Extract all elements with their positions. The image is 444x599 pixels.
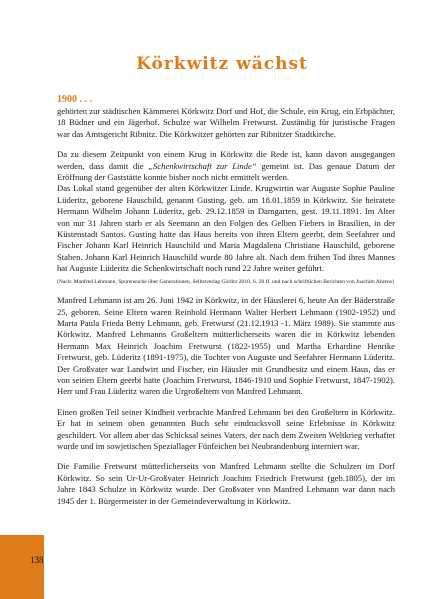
paragraph-fretwurst: Die Familie Fretwurst mütterlicherseits von Manfred Lehmann stellte die Schulzen im Dorf Körkwitz. So sein Ur-Ur-Großvater Heinrich Joachim Friedrich Fretwurst (geb.1805), der im Jahre 1843 Schulze in Körkwitz wurde. Der Großvater von Manfred Lehmann war dann nach 1945 der 1. Bürgermeister in der Gemeindeverwaltung in Körkwitz.	[57, 461, 395, 506]
paragraph-kindheit: Einen großen Teil seiner Kindheit verbrachte Manfred Lehmann bei den Großeltern in Körkwitz. Er hat in seinem oben genannten Buch sehr eindrucksvoll seine Erlebnisse in Körkwitz geschildert. Vor allem aber das Schicksal seines Vaters, der nach dem Zweiten Weltkrieg verhaftet wurde und im sowjetischen Speziallager Fünfeichen bei Neubrandenburg interniert war.	[57, 406, 395, 452]
paragraph-lehmann: Manfred Lehmann ist am 26. Juni 1942 in Körkwitz, in der Häuslerei 6, heute An der Bäderstraße 25, geboren. Seine Eltern waren Reinhold Hermann Walter Herbert Lehmann (1902-1952) und Marta Paula Frieda Betty Lehmann, geb. Fretwurst (21.12.1913 -1. März 1989). Sie stammte aus Körkwitz. Manfred Lehmanns Großeltern mütterlicherseits waren die in Körkwitz lebenden Hermann Max Heinrich Joachim Fretwurst (1822-1955) und Martha Erhardine Henrike Fretwurst, geb. Lüderitz (1891-1975), die Tochter von Auguste und Seefahrer Hermann Lüderitz. Der Großvater war Landwirt und Fischer, ein Häusler mit Grundbesitz und einem Haus, das er von seinen Eltern geerbt hatte (Joachim Fretwurst, 1846-1910 und Sophie Fretwurst, 1847-1902). Herr und Frau Lüderitz waren die Urgroßeltern von Manfred Lehmann.	[57, 295, 395, 397]
paragraph-text: Das Lokal stand gegenüber der alten Körkwitzer Linde. Krugwirtin war Auguste Sophie Pauline Lüderitz, geborene Hauschild, genannt Gusting, geb. am 18.01.1859 in Körkwitz. Sie heiratete Hermann Wilhelm Johann Lüderitz, geb. 29.12.1859 in Damgarten, gest. 19.11.1891. Im Alter von nur 31 Jahren starb er als Seemann an den Folgen des Gelben Fiebers in Brasilien, in der Küstenstadt Santos. Gusting hatte das Haus bereits von ihren Eltern geerbt, dem Seefahrer und Fischer Johann Karl Heinrich Hauschild und Maria Magdalena Christiane Hauschild, geborene Staben. Johann Karl Heinrich Hauschild wurde 80 Jahre alt. Nach dem frühen Tod ihres Mannes hat Auguste Lüderitz die Schenkwirtschaft noch rund 22 Jahre weiter geführt.	[57, 183, 395, 274]
paragraph-krug	[57, 149, 395, 286]
year-heading: 1900 . . .	[57, 94, 92, 105]
paragraph-text: gehörten zur städtischen Kämmerei Körkwitz Dorf und Hof, die Schule, ein Krug, ein Erbpächter, 18 Büdner und ein Jägerhof. Schulze war Wilhelm Fretwurst. Zuständig für juristische Fragen war das Amtsgericht Ribnitz. Die Körkwitzer gehörten zur Ribnitzer Stadtkirche.	[57, 106, 395, 139]
page-number: 138	[30, 555, 44, 565]
paragraph-1900	[57, 94, 395, 140]
article-body	[57, 94, 395, 516]
source-note: (Nach: Manfred Lehmann, Spurensuche über Generationen, Selbstverlag Görlitz 2010, S. 28 ff. und nach schriftlichen Berichten von Joachim Ahrens)	[57, 278, 394, 285]
paragraph-text: Da zu diesem Zeitpunkt von einem Krug in Körkwitz die Rede ist, kann davon ausgegangen werden, dass damit die	[57, 149, 395, 171]
page-margin-bar	[0, 535, 44, 599]
paragraph-italic: „Schenkwirtschaft zur Linde“	[148, 160, 257, 171]
page-title: Körkwitz wächst	[136, 54, 308, 74]
paragraph-text: gemeint ist. Das genaue Datum der Eröffnung der Gaststätte konnte bisher noch nicht ermittelt werden.	[57, 160, 396, 183]
